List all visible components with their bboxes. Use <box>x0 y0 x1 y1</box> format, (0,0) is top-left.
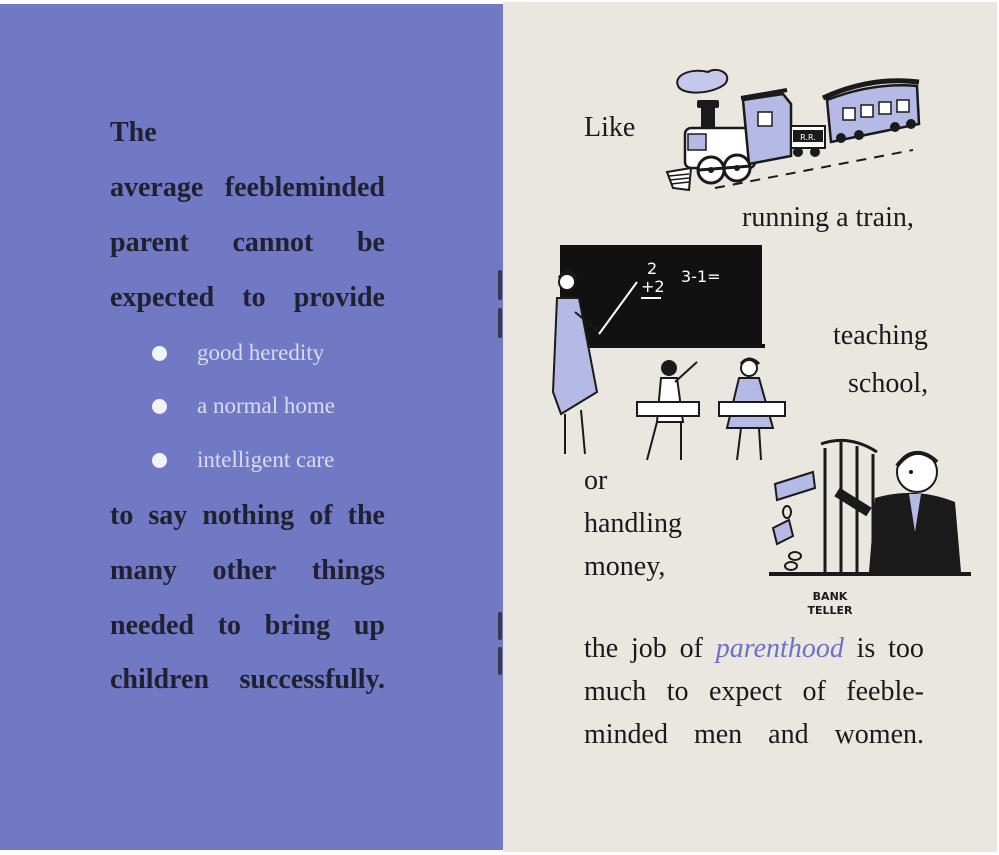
left-line-8 <box>110 664 385 696</box>
word: of <box>679 633 703 664</box>
word: and <box>768 719 809 750</box>
word: cannot <box>232 227 314 258</box>
bullet-item <box>152 340 324 366</box>
bank-teller-illustration <box>765 432 975 622</box>
word: the <box>584 633 619 664</box>
left-line-4 <box>110 282 385 314</box>
bullet-text: good heredity <box>197 340 325 365</box>
word: feebleminded <box>224 172 385 203</box>
word: is <box>856 633 876 664</box>
conclusion-line-2 <box>584 676 924 708</box>
running-text: running a train, <box>742 202 914 233</box>
left-line-6 <box>110 555 385 587</box>
word: expect <box>708 676 782 707</box>
staple <box>498 308 502 338</box>
left-line-7 <box>110 610 385 642</box>
blackboard-problem: 3-1= <box>681 267 721 286</box>
bullet-item <box>152 447 334 473</box>
bank-sign-line1: BANK <box>812 590 848 603</box>
word: expected <box>110 282 215 313</box>
money-text: money, <box>584 551 666 582</box>
staple <box>498 647 502 675</box>
word: nothing <box>202 500 295 531</box>
or-text: or <box>584 465 608 496</box>
bullet-item <box>152 393 335 419</box>
bullet-text: a normal home <box>197 393 335 418</box>
right-page <box>503 2 997 852</box>
staple <box>498 612 502 640</box>
word: up <box>353 610 385 641</box>
word: of <box>802 676 826 707</box>
word: average <box>110 172 204 203</box>
word: minded <box>584 719 668 750</box>
word: parent <box>110 227 189 258</box>
word: be <box>356 227 385 258</box>
word: to <box>666 676 689 707</box>
like-text: Like <box>584 112 636 143</box>
bank-sign-line2: TELLER <box>807 604 853 617</box>
word: women. <box>834 719 924 750</box>
bullet-dot-icon <box>152 399 167 414</box>
bullet-text: intelligent care <box>197 447 335 472</box>
word: many <box>110 555 177 586</box>
school-text: school, <box>848 368 929 399</box>
word: job <box>631 633 667 664</box>
left-line-2 <box>110 172 385 204</box>
conclusion-line-3 <box>584 719 924 751</box>
handling-text: handling <box>584 508 682 539</box>
left-line-5 <box>110 500 385 532</box>
word: men <box>693 719 743 750</box>
word: to <box>242 282 266 313</box>
word: feeble- <box>846 676 924 707</box>
word: things <box>311 555 385 586</box>
word: other <box>212 555 277 586</box>
word: of <box>309 500 333 531</box>
bullet-dot-icon <box>152 453 167 468</box>
train-car-label: R.R. <box>800 133 816 142</box>
staple <box>498 270 502 300</box>
word: to <box>217 610 242 641</box>
word: provide <box>293 282 385 313</box>
left-line-1: The <box>110 117 157 148</box>
parenthood-emphasis: parenthood <box>715 633 844 664</box>
teaching-text: teaching <box>833 320 928 351</box>
bullet-dot-icon <box>152 346 167 361</box>
left-line-3 <box>110 227 385 259</box>
word: say <box>148 500 188 531</box>
word: children <box>110 664 210 695</box>
word: to <box>110 500 134 531</box>
conclusion-line-1 <box>584 633 924 665</box>
blackboard-sum-bottom: +2 <box>641 277 665 296</box>
train-illustration <box>663 64 928 210</box>
word: too <box>888 633 924 664</box>
blackboard-sum-top: 2 <box>647 259 658 278</box>
word: needed <box>110 610 194 641</box>
word: much <box>584 676 647 707</box>
word: successfully. <box>239 664 385 695</box>
word: the <box>347 500 385 531</box>
word: bring <box>264 610 331 641</box>
left-page <box>0 4 503 850</box>
